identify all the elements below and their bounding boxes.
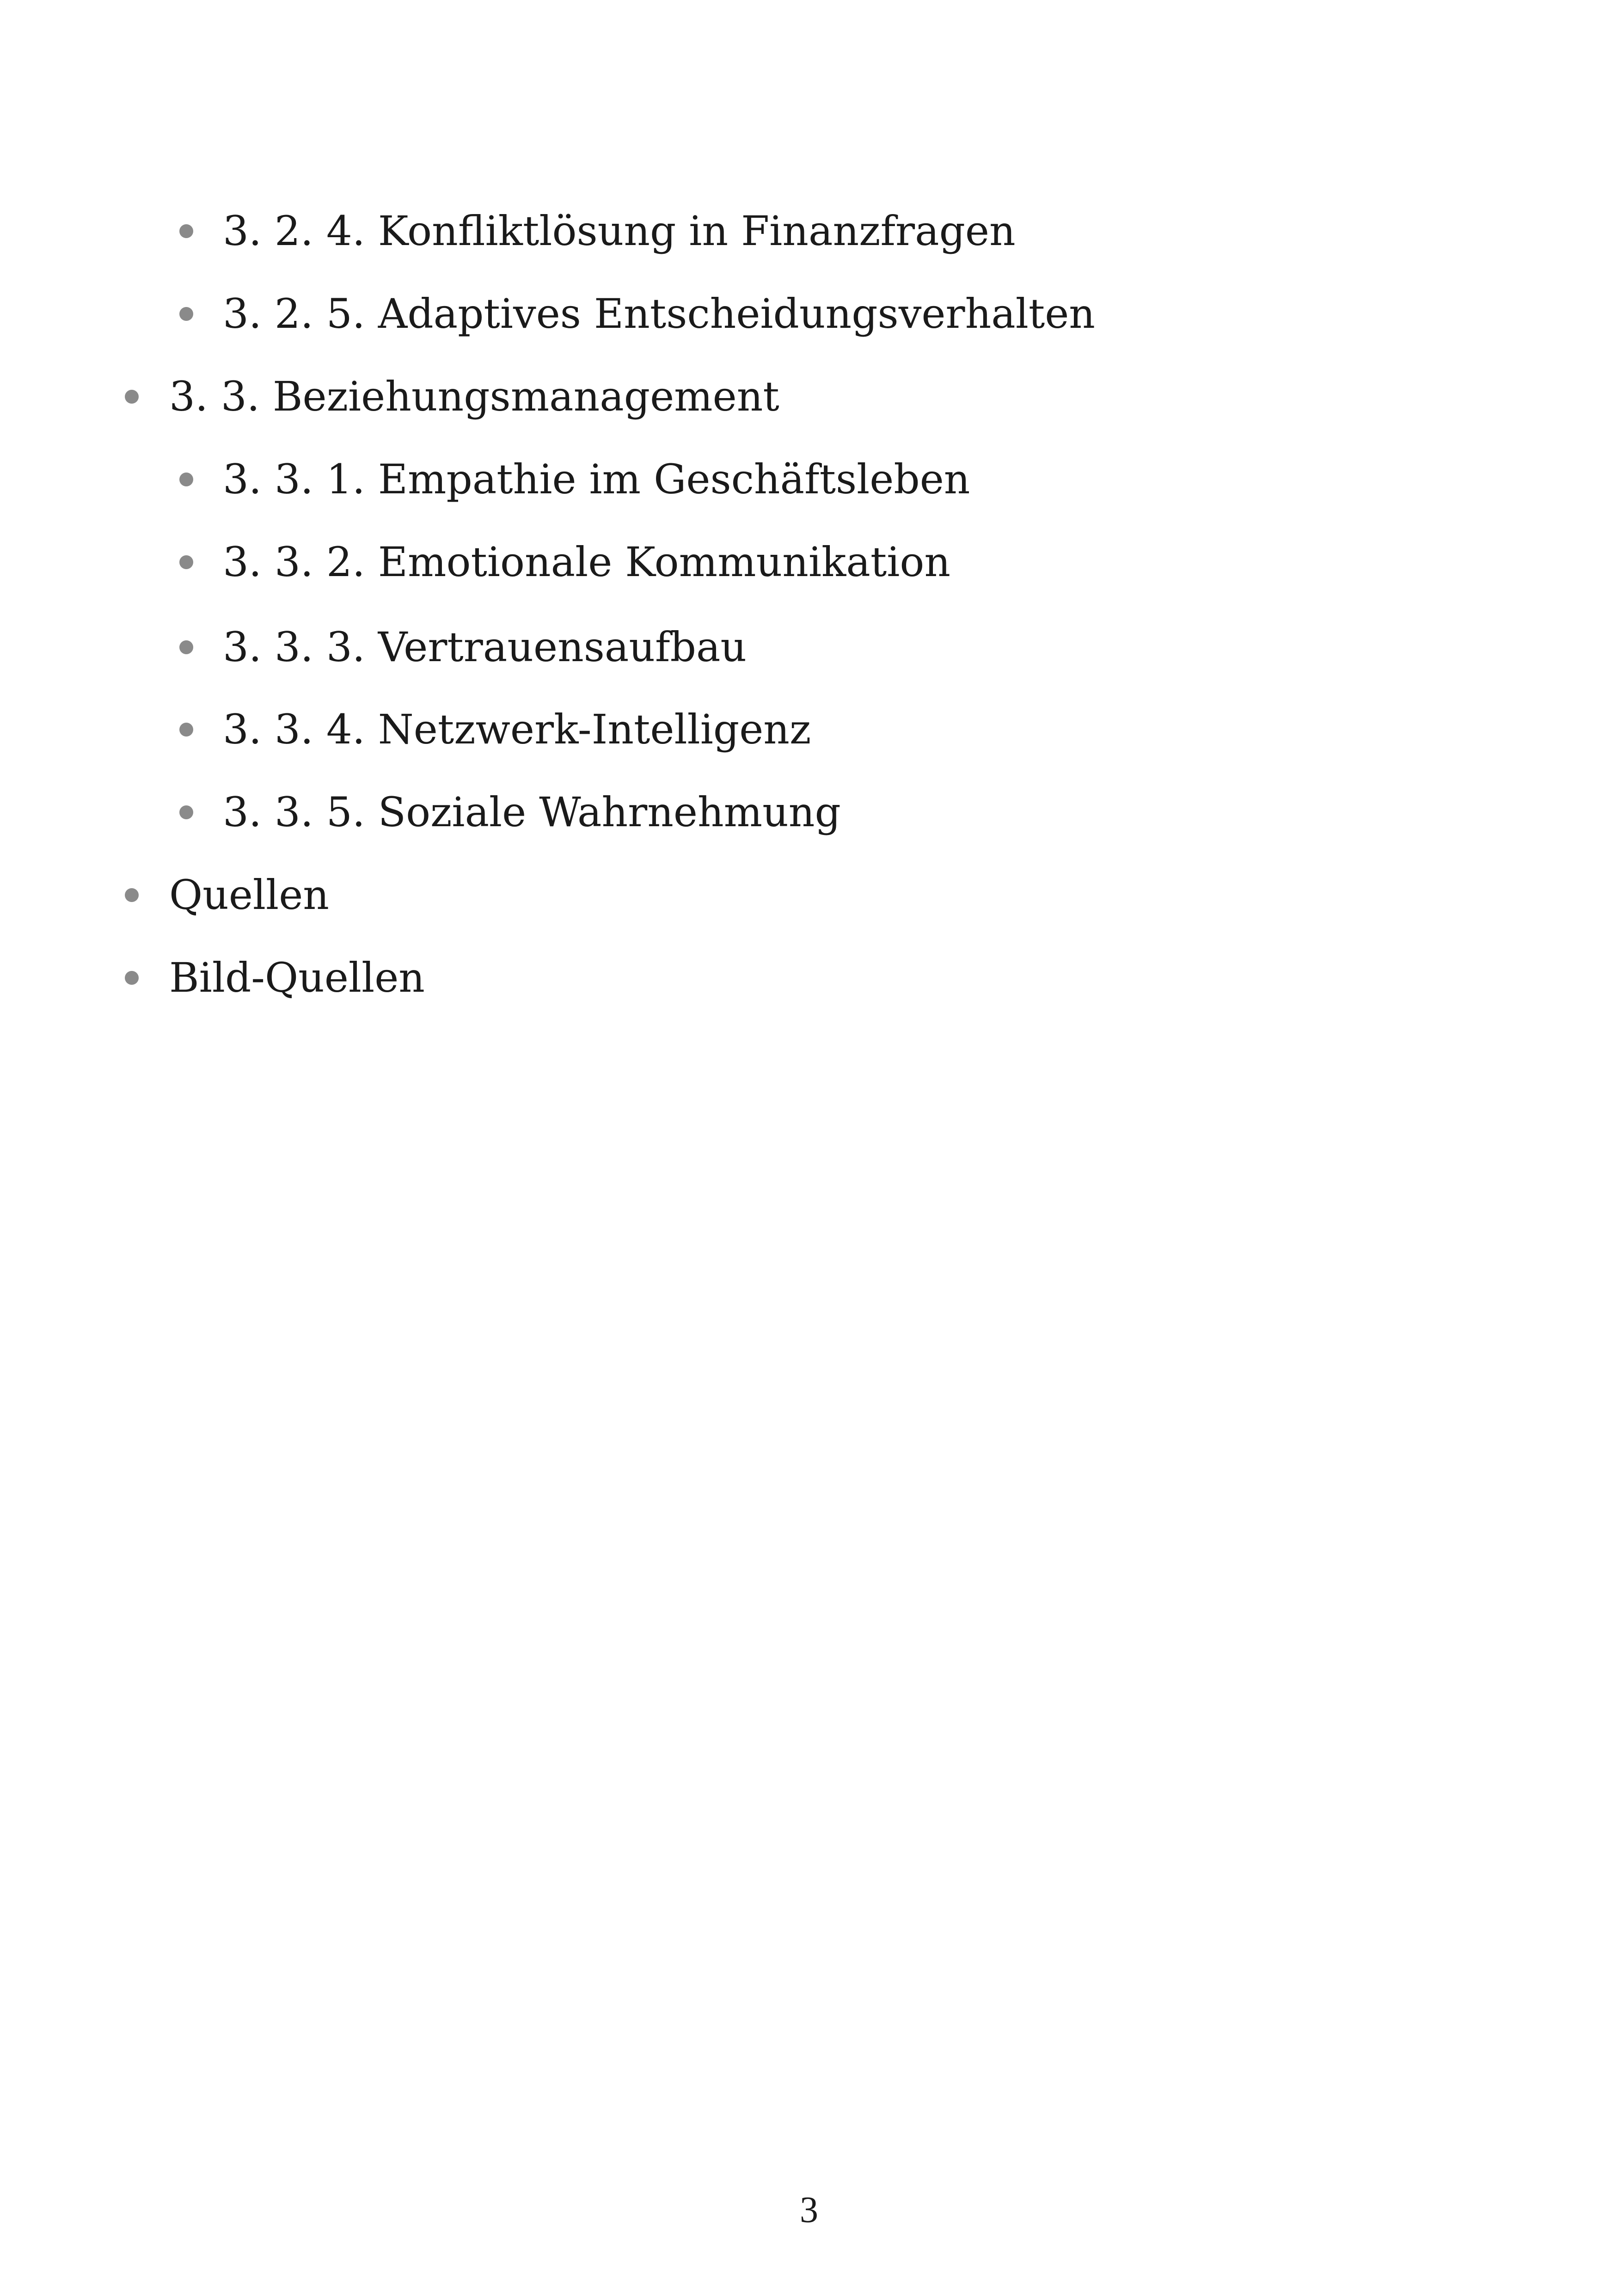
toc-entry-3-3-3[interactable] bbox=[179, 615, 747, 680]
toc-entry-3-3-1[interactable] bbox=[179, 447, 970, 512]
toc-entry-text: 3. 2. 4. Konfliktlösung in Finanzfragen bbox=[223, 207, 1016, 255]
toc-entry-text: Quellen bbox=[169, 871, 329, 919]
toc-entry-text: 3. 3. 4. Netzwerk-Intelligenz bbox=[223, 706, 811, 753]
toc-entry-text: 3. 3. 1. Empathie im Geschäftsleben bbox=[223, 455, 970, 503]
toc-entry-3-3-2[interactable] bbox=[179, 530, 950, 595]
bullet-icon bbox=[125, 971, 139, 985]
page-number: 3 bbox=[800, 2190, 818, 2230]
bullet-icon bbox=[179, 224, 193, 238]
toc-entry-text: 3. 2. 5. Adaptives Entscheidungsverhalten bbox=[223, 290, 1095, 338]
toc-entry-3-3-4[interactable] bbox=[179, 697, 811, 762]
toc-entry-3-3-5[interactable] bbox=[179, 780, 841, 845]
bullet-icon bbox=[179, 473, 193, 486]
toc-entry-text: 3. 3. Beziehungsmanagement bbox=[169, 373, 779, 420]
bullet-icon bbox=[179, 805, 193, 819]
toc-entry-3-2-5[interactable] bbox=[179, 282, 1095, 346]
bullet-icon bbox=[125, 888, 139, 902]
bullet-icon bbox=[125, 390, 139, 404]
toc-entry-bild-quellen[interactable] bbox=[125, 945, 425, 1010]
bullet-icon bbox=[179, 640, 193, 654]
bullet-icon bbox=[179, 307, 193, 321]
bullet-icon bbox=[179, 555, 193, 569]
toc-entry-text: Bild-Quellen bbox=[169, 954, 425, 1001]
toc-entry-text: 3. 3. 5. Soziale Wahrnehmung bbox=[223, 788, 841, 836]
toc-entry-text: 3. 3. 2. Emotionale Kommunikation bbox=[223, 538, 950, 586]
bullet-icon bbox=[179, 723, 193, 737]
toc-entry-text: 3. 3. 3. Vertrauensaufbau bbox=[223, 623, 747, 671]
toc-entry-3-3[interactable] bbox=[125, 364, 779, 429]
toc-entry-3-2-4[interactable] bbox=[179, 199, 1016, 264]
toc-entry-quellen[interactable] bbox=[125, 863, 329, 927]
